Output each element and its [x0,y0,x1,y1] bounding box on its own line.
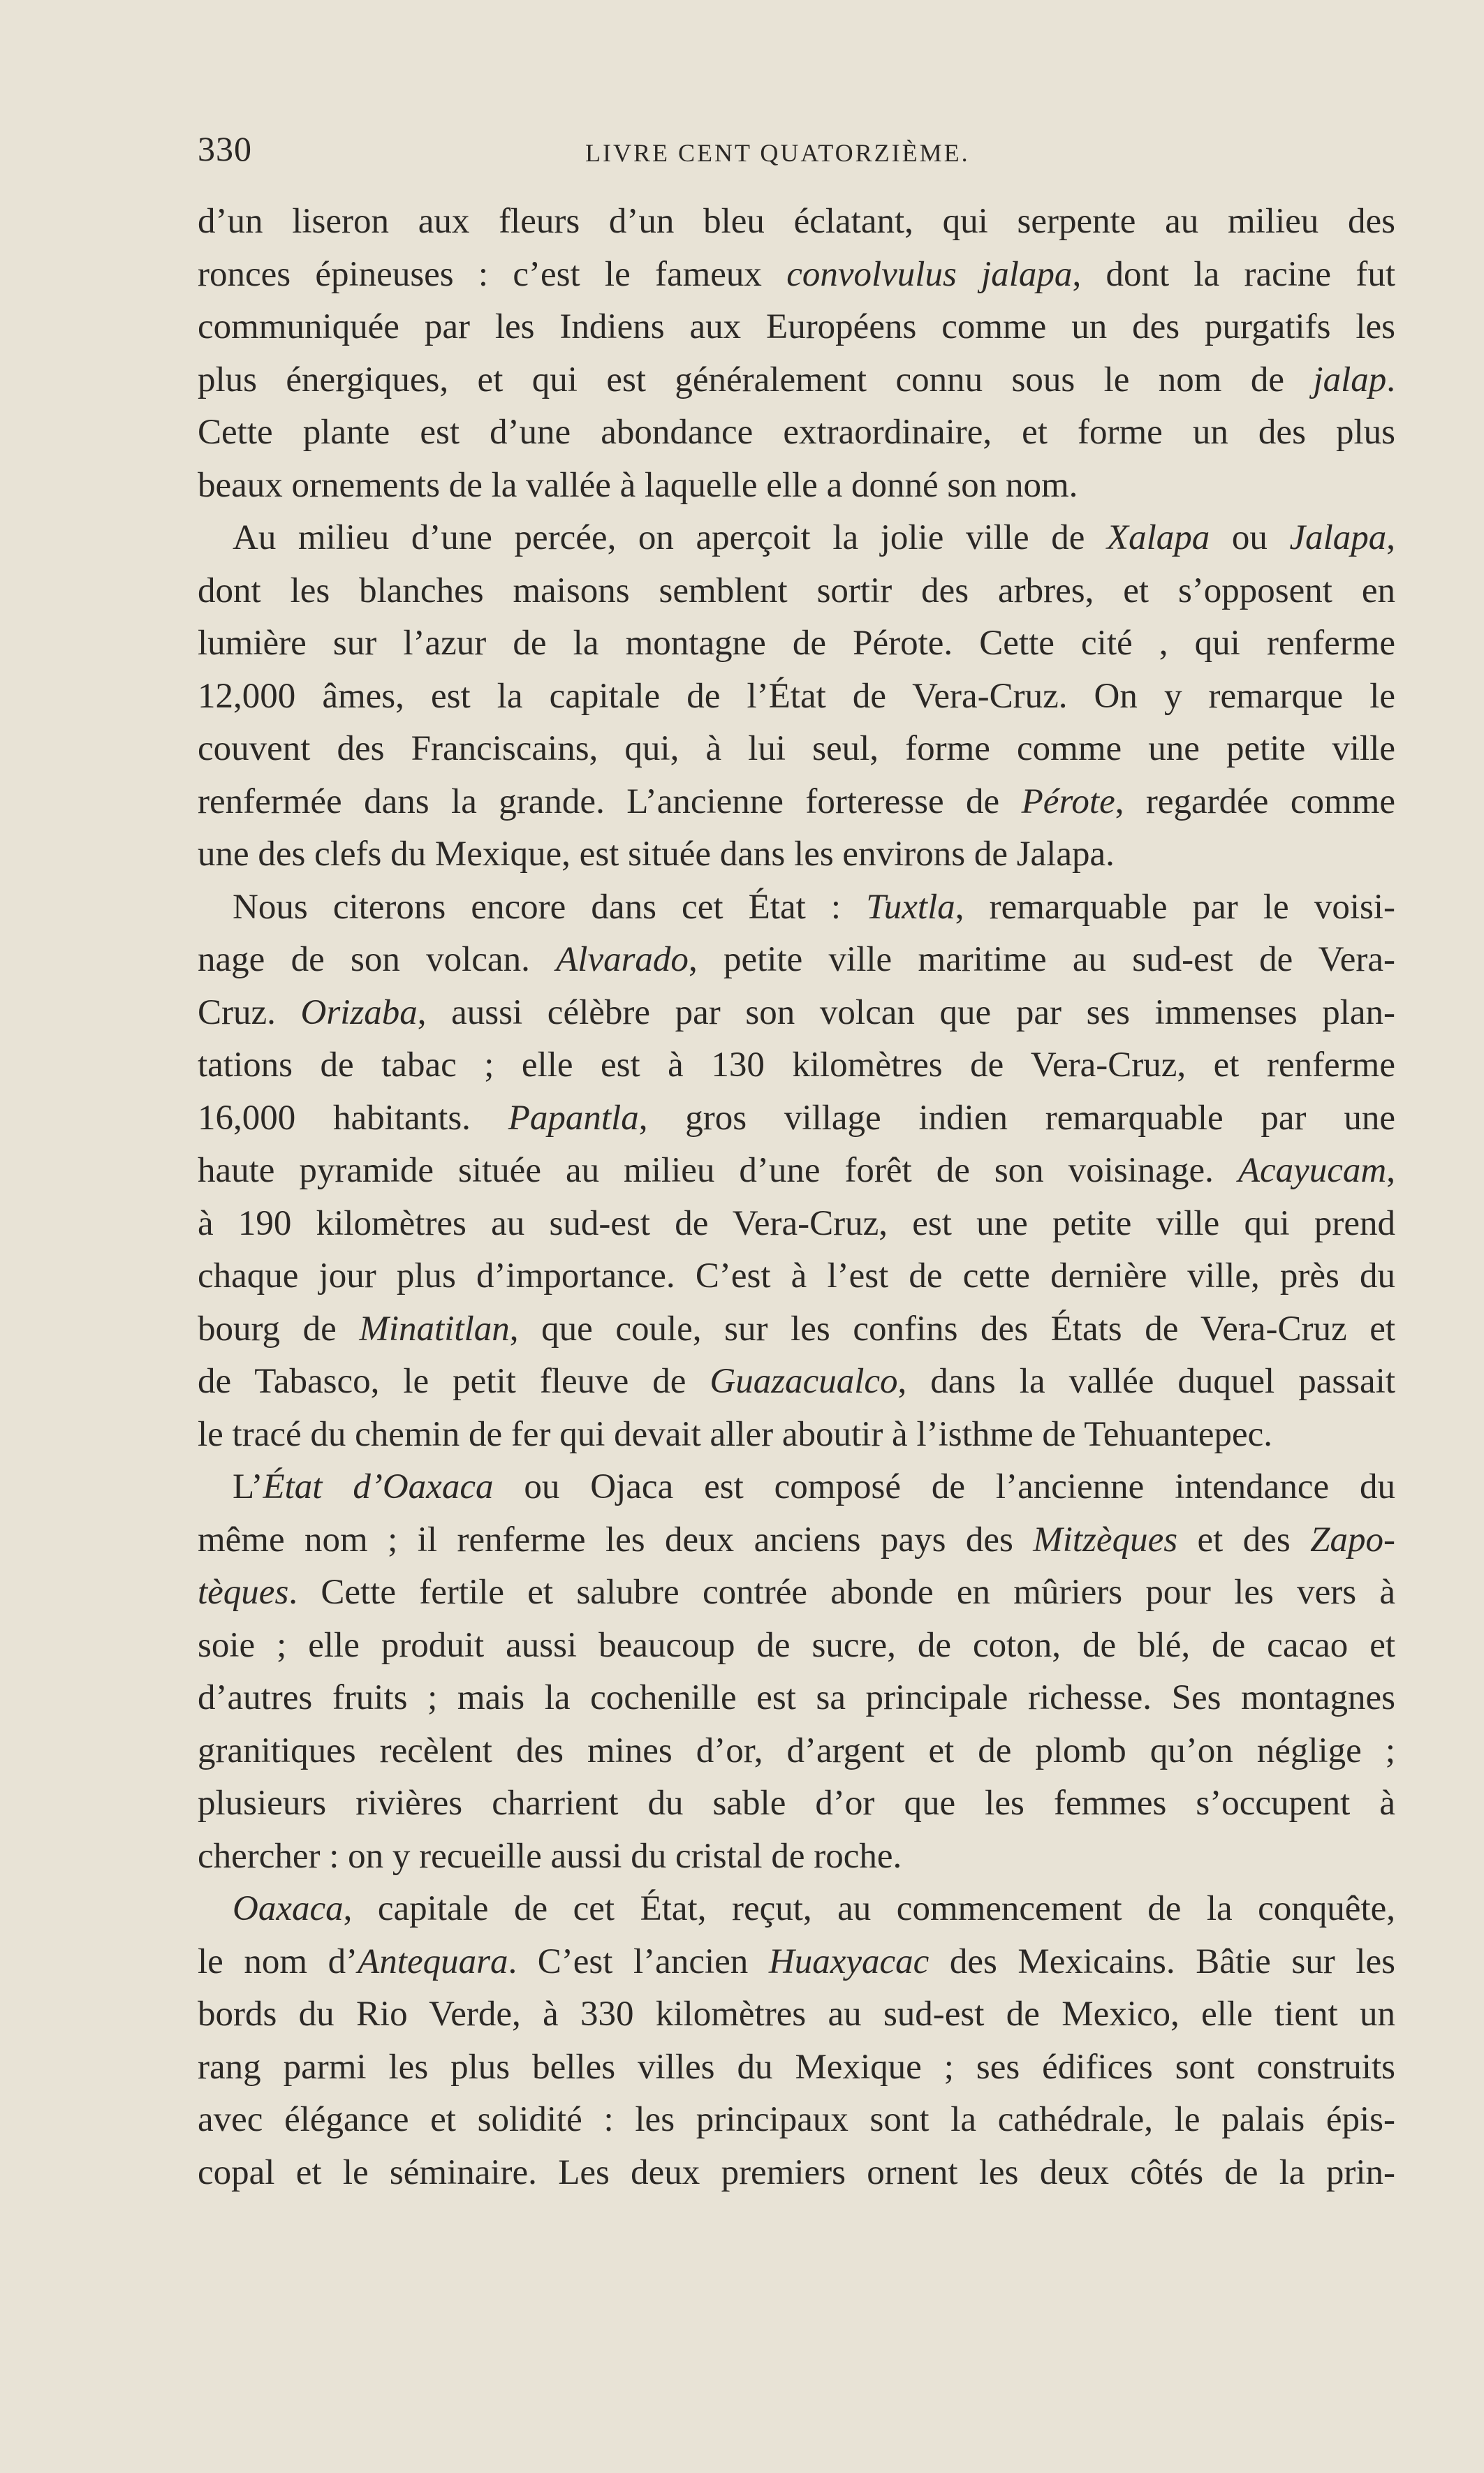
text-segment: d’un liseron aux fleurs d’un bleu éclatant, qui serpente au milieu des [198,202,1395,241]
italic-text: Zapo- [1310,1520,1395,1560]
italic-text: État d’Oaxaca [263,1467,494,1506]
text-segment: nage de son volcan. [198,940,557,979]
text-line [198,1303,1395,1356]
italic-text: Xalapa [1106,518,1210,557]
text-segment: avec élégance et solidité : les principaux sont la cathédrale, le palais épis- [198,2100,1395,2139]
text-line [198,1620,1395,1673]
text-segment: renfermée dans la grande. L’ancienne forteresse de [198,781,1022,821]
text-line [198,301,1395,354]
text-segment: , petite ville maritime au sud-est de Vera- [688,940,1396,979]
text-line [198,2147,1395,2200]
text-segment: L’ [233,1467,263,1506]
text-segment: , aussi célèbre par son volcan que par ses immenses plan- [417,992,1395,1032]
text-segment: même nom ; il renferme les deux anciens pays des [198,1520,1034,1560]
text-segment: 16,000 habitants. [198,1098,508,1138]
text-segment: 12,000 âmes, est la capitale de l’État de Vera-Cruz. On y remarque le [198,676,1395,716]
text-segment: de Tabasco, le petit fleuve de [198,1362,710,1401]
text-segment: à 190 kilomètres au sud-est de Vera-Cruz, est une petite ville qui prend [198,1203,1395,1243]
text-line [198,934,1395,987]
text-segment: copal et le séminaire. Les deux premiers ornent les deux côtés de la prin- [198,2152,1395,2192]
text-segment: Cette plante est d’une abondance extraordinaire, et forme un des plus [198,413,1395,452]
body-text [198,196,1395,2199]
text-line [198,828,1395,881]
text-segment: . Cette fertile et salubre contrée abonde en mûriers pour les vers à [288,1573,1395,1612]
text-segment: des Mexicains. Bâtie sur les [929,1942,1395,1981]
text-segment: lumière sur l’azur de la montagne de Pérote. Cette cité , qui renferme [198,624,1395,663]
text-line [198,406,1395,460]
text-segment: , que coule, sur les confins des États de Vera-Cruz et [509,1309,1395,1349]
text-segment: ou [1210,518,1290,557]
text-line [198,1514,1395,1567]
text-segment: , capitale de cet État, reçut, au commencement de la conquête, [343,1889,1395,1928]
italic-text: convolvulus jalapa [786,254,1073,294]
text-segment: beaux ornements de la vallée à laquelle elle a donné son nom. [198,465,1078,505]
text-line [198,1250,1395,1303]
text-segment: une des clefs du Mexique, est située dans les environs de Jalapa. [198,835,1115,874]
text-line [198,776,1395,829]
text-line [198,512,1395,565]
text-line [198,1039,1395,1092]
italic-text: Orizaba [300,992,418,1032]
running-title: LIVRE CENT QUATORZIÈME. [585,139,970,167]
text-line [198,1461,1395,1514]
text-segment: granitiques recèlent des mines d’or, d’argent et de plomb qu’on néglige ; [198,1731,1395,1770]
text-segment: , regardée comme [1115,781,1395,821]
italic-text: Guazacualco [710,1362,898,1401]
text-line [198,2041,1395,2094]
text-line [198,2094,1395,2147]
text-segment: . C’est l’ancien [508,1942,769,1981]
italic-text: Tuxtla [866,887,955,927]
text-line [198,1883,1395,1936]
text-segment: tations de tabac ; elle est à 130 kilomètres de Vera-Cruz, et renferme [198,1045,1395,1085]
text-segment: bourg de [198,1309,360,1349]
text-line [198,1409,1395,1462]
italic-text: Minatitlan [359,1309,510,1349]
text-segment: , dont la racine fut [1072,254,1395,294]
italic-text: jalap [1313,360,1387,399]
page-number: 330 [198,129,252,168]
text-segment: le nom d’ [198,1942,358,1981]
text-line [198,1145,1395,1198]
text-line [198,617,1395,670]
text-segment: bords du Rio Verde, à 330 kilomètres au sud-est de Mexico, elle tient un [198,1995,1395,2034]
text-line [198,1725,1395,1778]
text-segment: , remarquable par le voisi- [955,887,1396,927]
text-segment: dont les blanches maisons semblent sortir des arbres, et s’opposent en [198,571,1395,610]
text-line [198,196,1395,249]
italic-text: Acayucam [1237,1151,1387,1190]
text-segment: et des [1177,1520,1311,1560]
text-segment: , dans la vallée duquel passait [897,1362,1395,1401]
italic-text: Papantla [508,1098,639,1138]
text-line [198,1830,1395,1884]
text-line [198,1988,1395,2041]
text-segment: plus énergiques, et qui est généralement connu sous le nom de [198,360,1314,399]
running-head [198,124,1395,180]
italic-text: tèques [198,1573,289,1612]
text-line [198,460,1395,513]
italic-text: Jalapa [1289,518,1387,557]
text-line [198,1198,1395,1251]
text-line [198,881,1395,934]
text-segment: Nous citerons encore dans cet État : [233,887,867,927]
text-line [198,1672,1395,1725]
text-segment: plusieurs rivières charrient du sable d’or que les femmes s’occupent à [198,1784,1395,1823]
text-segment: ronces épineuses : c’est le fameux [198,254,787,294]
text-segment: , [1386,1151,1395,1190]
text-segment: chaque jour plus d’importance. C’est à l’est de cette dernière ville, près du [198,1256,1395,1296]
text-line [198,987,1395,1040]
text-segment: ou Ojaca est composé de l’ancienne intendance du [493,1467,1395,1506]
text-line [198,1936,1395,1989]
italic-text: Mitzèques [1033,1520,1178,1560]
text-line [198,1777,1395,1830]
text-line [198,670,1395,724]
text-segment: le tracé du chemin de fer qui devait aller aboutir à l’isthme de Tehuantepec. [198,1414,1272,1454]
text-line [198,723,1395,776]
italic-text: Pérote [1021,781,1115,821]
text-line [198,565,1395,618]
text-segment: d’autres fruits ; mais la cochenille est sa principale richesse. Ses montagnes [198,1678,1395,1717]
text-segment: couvent des Franciscains, qui, à lui seul, forme comme une petite ville [198,729,1395,768]
text-segment: Cruz. [198,992,301,1032]
text-segment: . [1386,360,1395,399]
text-segment: chercher : on y recueille aussi du cristal de roche. [198,1836,902,1876]
text-line [198,1356,1395,1409]
text-segment: Au milieu d’une percée, on aperçoit la jolie ville de [233,518,1107,557]
text-segment: soie ; elle produit aussi beaucoup de sucre, de coton, de blé, de cacao et [198,1625,1395,1665]
text-segment: rang parmi les plus belles villes du Mexique ; ses édifices sont construits [198,2047,1395,2087]
text-segment: , [1386,518,1395,557]
italic-text: Oaxaca [233,1889,344,1928]
text-segment: , gros village indien remarquable par une [638,1098,1395,1138]
text-line [198,1092,1395,1145]
text-line [198,354,1395,407]
italic-text: Huaxyacac [768,1942,930,1981]
text-segment: communiquée par les Indiens aux Européens comme un des purgatifs les [198,307,1395,346]
italic-text: Alvarado [556,940,689,979]
italic-text: Antequara [358,1942,508,1981]
text-line [198,249,1395,302]
text-segment: haute pyramide située au milieu d’une forêt de son voisinage. [198,1151,1238,1190]
text-line [198,1566,1395,1620]
